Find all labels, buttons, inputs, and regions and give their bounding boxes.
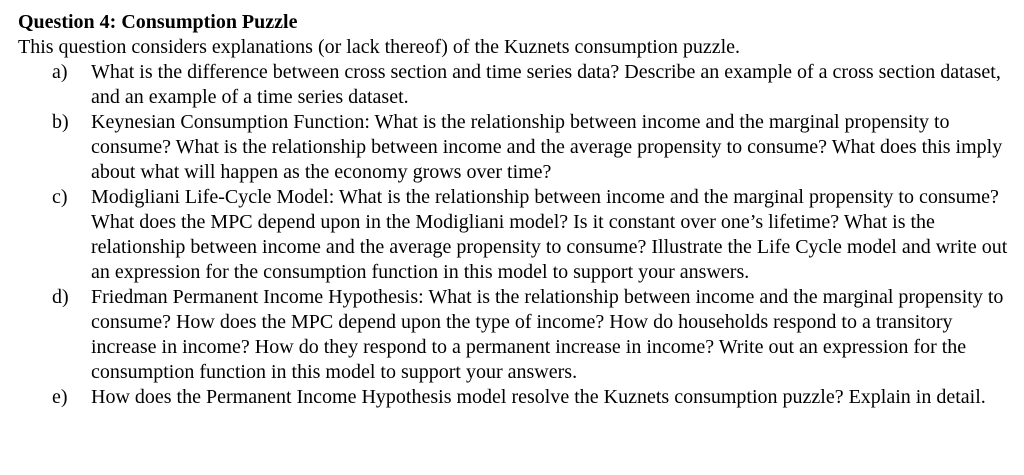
sub-question-b [18,110,1014,185]
question-title: Question 4: Consumption Puzzle [18,11,298,33]
sub-question-marker: d) [52,286,69,308]
sub-question-marker: a) [52,61,68,83]
document-page [18,10,1018,410]
sub-question-c [18,185,1014,285]
sub-question-d [18,285,1014,385]
sub-question-list [18,60,1018,410]
sub-question-e [18,385,1014,410]
sub-question-marker: e) [52,386,68,408]
sub-question-a [18,60,1014,110]
sub-question-marker: c) [52,186,68,208]
sub-question-text: How does the Permanent Income Hypothesis model resolve the Kuznets consumption puzzle? Explain in detail. [91,386,986,408]
sub-question-text: What is the difference between cross section and time series data? Describe an example of a cross section dataset, and an example of a time series dataset. [91,61,1001,108]
question-intro: This question considers explanations (or lack thereof) of the Kuznets consumption puzzle. [18,36,741,58]
sub-question-text: Keynesian Consumption Function: What is the relationship between income and the marginal propensity to consume? What is the relationship between income and the average propensity to consume? What does this imply about what will happen as the economy grows over time? [91,111,1003,183]
sub-question-marker: b) [52,111,69,133]
sub-question-text: Friedman Permanent Income Hypothesis: What is the relationship between income and the marginal propensity to consume? How does the MPC depend upon the type of income? How do households respond to a transitory increase in income? How do they respond to a permanent increase in income? Write out an expression for the consumption function in this model to support your answers. [91,286,1004,383]
sub-question-text: Modigliani Life-Cycle Model: What is the relationship between income and the marginal propensity to consume? What does the MPC depend upon in the Modigliani model? Is it constant over one’s lifetime? What is the relationship between income and the average propensity to consume? Illustrate the Life Cycle model and write out an expression for the consumption function in this model to support your answers. [91,186,1008,283]
